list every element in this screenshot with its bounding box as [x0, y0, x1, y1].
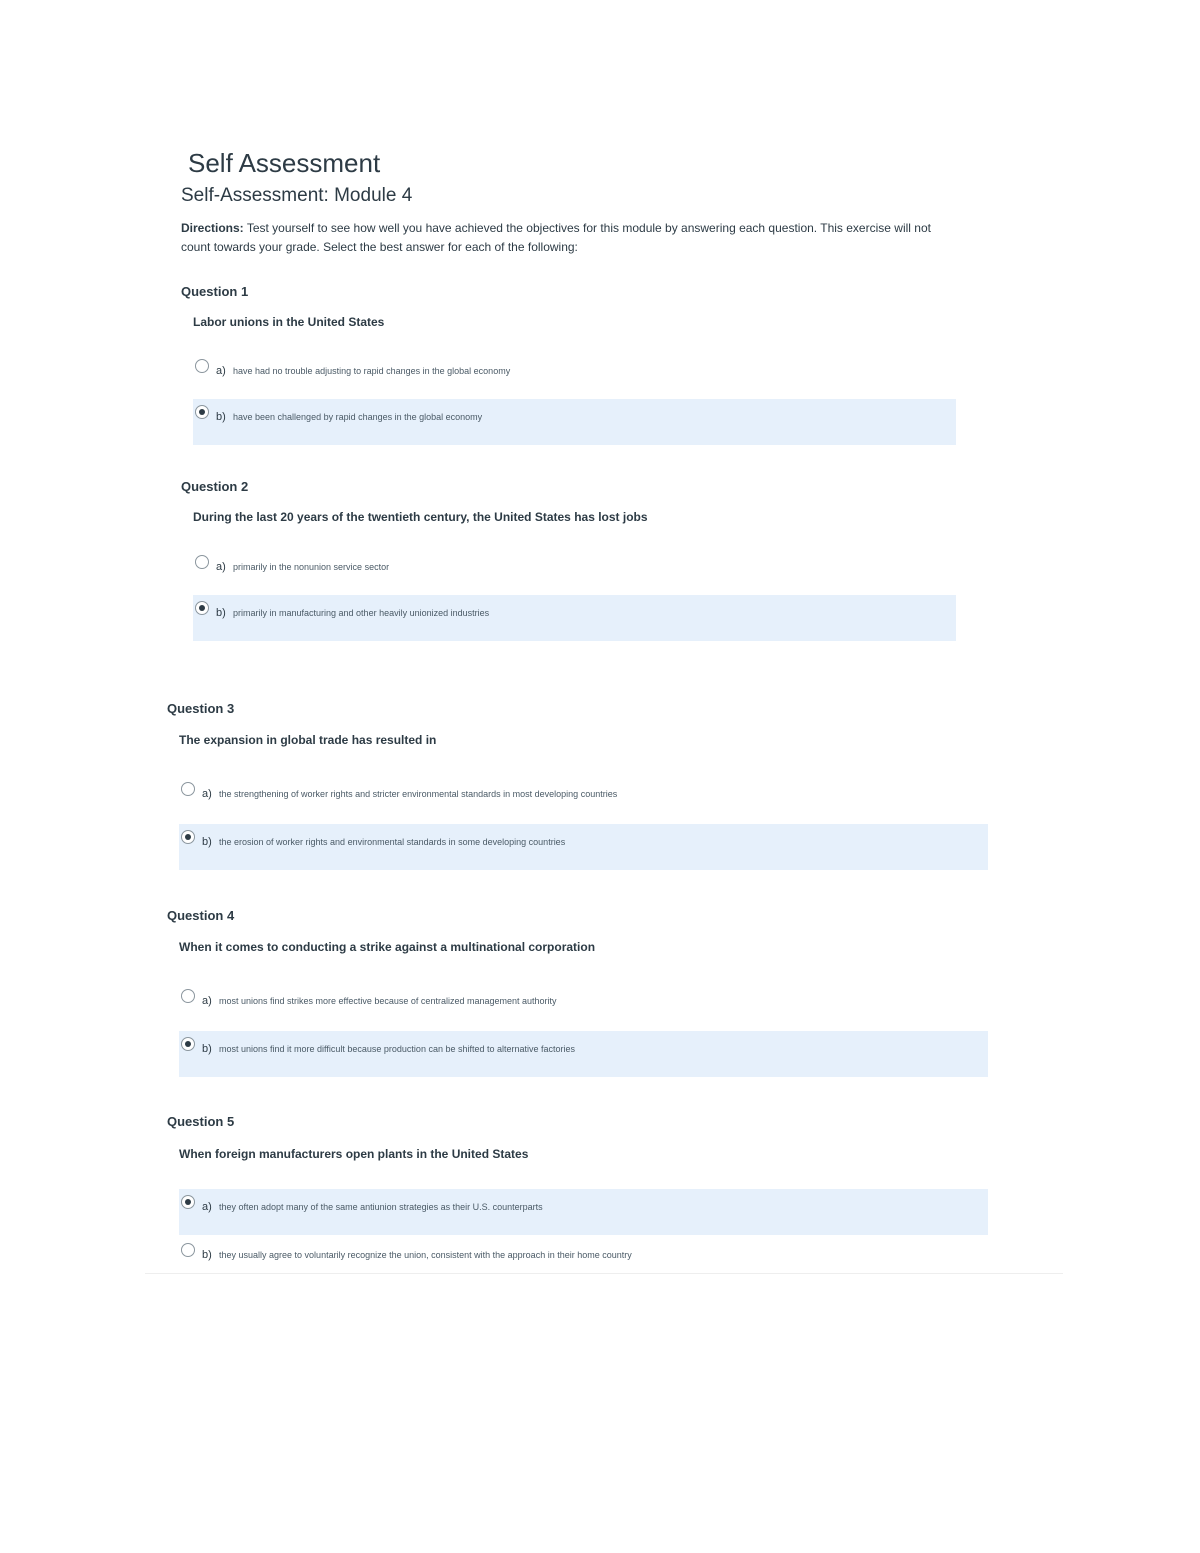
answer-text: most unions find strikes more effective because of centralized management authority — [219, 996, 557, 1006]
answer-letter: b) — [202, 1249, 212, 1261]
radio-button[interactable] — [181, 1243, 195, 1257]
radio-button[interactable] — [181, 989, 195, 1003]
answer-letter: a) — [202, 995, 212, 1007]
question-1-text: Labor unions in the United States — [193, 315, 385, 329]
answer-letter: a) — [202, 1201, 212, 1213]
directions — [181, 219, 961, 257]
radio-button[interactable] — [195, 555, 209, 569]
answer-letter: a) — [216, 365, 226, 377]
question-2-heading: Question 2 — [181, 479, 249, 494]
question-5-answer-a[interactable] — [179, 1189, 988, 1235]
question-5-heading: Question 5 — [167, 1114, 235, 1129]
question-5-answer-b[interactable] — [179, 1237, 988, 1273]
question-5-text: When foreign manufacturers open plants in the United States — [179, 1147, 529, 1161]
question-3-answer-b[interactable] — [179, 824, 988, 870]
answer-letter: b) — [202, 836, 212, 848]
question-2-answer-b[interactable] — [193, 595, 956, 641]
radio-button-selected[interactable] — [195, 405, 209, 419]
answer-letter: b) — [216, 411, 226, 423]
page-title: Self Assessment — [188, 148, 381, 178]
answer-text: they often adopt many of the same antiunion strategies as their U.S. counterparts — [219, 1202, 543, 1212]
question-1-answer-a[interactable] — [193, 353, 956, 399]
answer-letter: a) — [216, 561, 226, 573]
radio-button-selected[interactable] — [181, 1037, 195, 1051]
directions-label: Directions: — [181, 221, 244, 235]
answer-text: have had no trouble adjusting to rapid changes in the global economy — [233, 366, 511, 376]
question-2-text: During the last 20 years of the twentieth century, the United States has lost jobs — [193, 510, 648, 524]
answer-text: primarily in manufacturing and other heavily unionized industries — [233, 608, 490, 618]
directions-text: Test yourself to see how well you have achieved the objectives for this module by answering each question. This exercise will not count towards your grade. Select the best answer for each of the following: — [181, 221, 931, 254]
radio-button-selected[interactable] — [181, 830, 195, 844]
answer-text: the erosion of worker rights and environmental standards in some developing countries — [219, 837, 566, 847]
page-subtitle: Self-Assessment: Module 4 — [181, 185, 413, 206]
radio-button-selected[interactable] — [181, 1195, 195, 1209]
answer-letter: b) — [202, 1043, 212, 1055]
question-3-heading: Question 3 — [167, 701, 235, 716]
answer-text: primarily in the nonunion service sector — [233, 562, 390, 572]
question-4-answer-a[interactable] — [179, 983, 988, 1029]
question-1-heading: Question 1 — [181, 284, 249, 299]
answer-text: they usually agree to voluntarily recognize the union, consistent with the approach in their home country — [219, 1250, 632, 1260]
answer-text: most unions find it more difficult because production can be shifted to alternative factories — [219, 1044, 576, 1054]
answer-letter: b) — [216, 607, 226, 619]
question-4-answer-b[interactable] — [179, 1031, 988, 1077]
question-3-text: The expansion in global trade has resulted in — [179, 733, 437, 747]
answer-text: have been challenged by rapid changes in the global economy — [233, 412, 483, 422]
content-divider — [145, 1273, 1063, 1274]
question-2-answer-a[interactable] — [193, 549, 956, 595]
question-4-text: When it comes to conducting a strike against a multinational corporation — [179, 940, 596, 954]
question-3-answer-a[interactable] — [179, 776, 988, 822]
answer-text: the strengthening of worker rights and stricter environmental standards in most developing countries — [219, 789, 618, 799]
radio-button-selected[interactable] — [195, 601, 209, 615]
question-4-heading: Question 4 — [167, 908, 235, 923]
radio-button[interactable] — [195, 359, 209, 373]
question-1-answer-b[interactable] — [193, 399, 956, 445]
answer-letter: a) — [202, 788, 212, 800]
radio-button[interactable] — [181, 782, 195, 796]
